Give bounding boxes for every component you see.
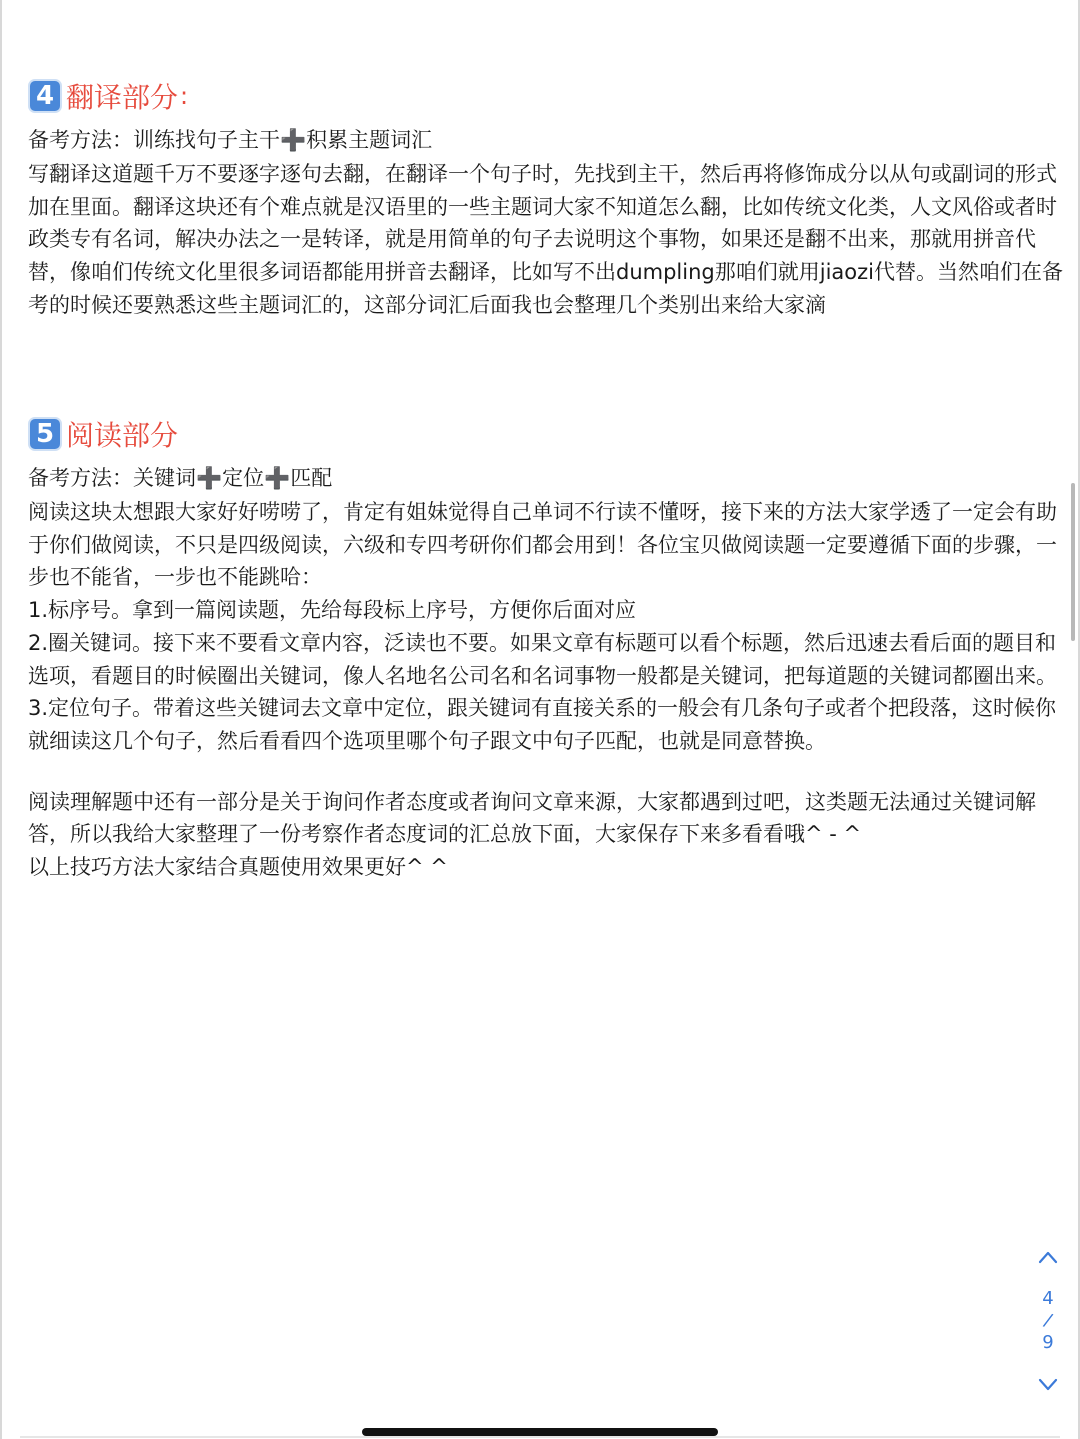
reading-closing-paragraph: 阅读理解题中还有一部分是关于询问作者态度或者询问文章来源，大家都遇到过吧，这类题无法通过关键词解答，所以我给大家整理了一份考察作者态度词的汇总放下面，大家保存下来多看看哦^ - ^ [28, 789, 1036, 847]
page-navigator [1030, 1240, 1066, 1400]
keycap-4-icon: 4 [28, 79, 62, 113]
chevron-down-icon [1030, 1370, 1066, 1400]
total-page-count: 9 [1042, 1332, 1054, 1353]
reading-step-3: 3.定位句子。带着这些关键词去文章中定位，跟关键词有直接关系的一般会有几条句子或者个把段落，这时候你就细读这几个句子，然后看看四个选项里哪个句子跟文中句子匹配，也就是同意替换。 [28, 696, 1057, 753]
previous-page-button[interactable] [1030, 1242, 1066, 1272]
reading-method: 备考方法：关键词➕定位➕匹配 [28, 466, 333, 490]
section-translation-heading [28, 76, 1074, 116]
translation-paragraph: 写翻译这道题千万不要逐字逐句去翻，在翻译一个句子时，先找到主干，然后再将修饰成分以从句或副词的形式加在里面。翻译这块还有个难点就是汉语里的一些主题词大家不知道怎么翻，比如传统文化类，人文风俗或者时政类专有名词，解决办法之一是转译，就是用简单的句子去说明这个事物，如果还是翻不出来，那就用拼音代替，像咱们传统文化里很多词语都能用拼音去翻译，比如写不出dumpling那咱们就用jiaozi代替。当然咱们在备考的时候还要熟悉这些主题词汇的，这部分词汇后面我也会整理几个类别出来给大家滴 [28, 162, 1063, 317]
reading-closing-tip: 以上技巧方法大家结合真题使用效果更好^ ^ [28, 855, 448, 880]
home-indicator[interactable] [362, 1428, 718, 1436]
keycap-5-icon: 5 [28, 417, 62, 451]
scrollbar-thumb[interactable] [1071, 483, 1075, 641]
page-separator: / [1041, 1309, 1055, 1332]
next-page-button[interactable] [1030, 1370, 1066, 1400]
translation-method: 备考方法：训练找句子主干➕积累主题词汇 [28, 128, 433, 152]
reading-intro-paragraph: 阅读这块太想跟大家好好唠唠了，肯定有姐妹觉得自己单词不行读不懂呀，接下来的方法大家学透了一定会有助于你们做阅读，不只是四级阅读，六级和专四考研你们都会用到！各位宝贝做阅读题一定要遵循下面的步骤，一步也不能省，一步也不能跳哈： [28, 500, 1057, 590]
section-reading-title: 阅读部分 [66, 419, 179, 452]
chevron-up-icon [1030, 1242, 1066, 1272]
current-page-number: 4 [1042, 1288, 1054, 1309]
section-translation-colon: : [180, 82, 189, 110]
left-border [0, 0, 2, 1439]
bottom-divider [20, 1436, 1060, 1438]
section-translation-title: 翻译部分 [66, 81, 179, 114]
reading-step-2: 2.圈关键词。接下来不要看文章内容，泛读也不要。如果文章有标题可以看个标题，然后迅速去看后面的题目和选项，看题目的时候圈出关键词，像人名地名公司名和名词事物一般都是关键词，把每道题的关键词都圈出来。 [28, 630, 1057, 688]
section-reading-heading [28, 414, 1074, 454]
section-translation [28, 76, 1074, 322]
section-reading [28, 414, 1074, 884]
reading-step-1: 1.标序号。拿到一篇阅读题，先给每段标上序号，方便你后面对应 [28, 598, 637, 623]
